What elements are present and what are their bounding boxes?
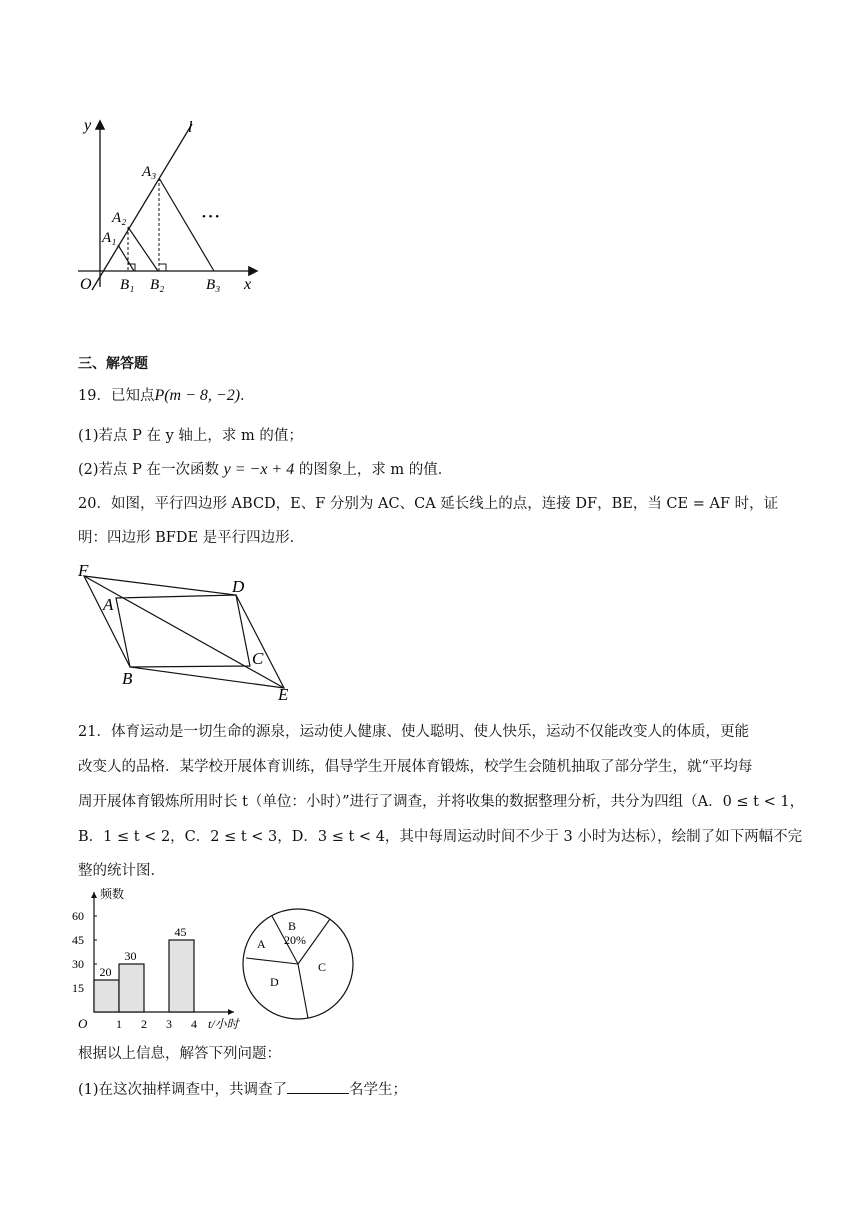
label-O: O [80,276,92,293]
bar-value-label: 30 [124,949,137,963]
bar-chart [70,880,260,1030]
q21-part1-a: (1)在这次抽样调查中，共调查了 [78,1082,288,1098]
bar-y-tick-label: 45 [72,933,84,947]
label-B3: B₃ [206,277,221,293]
pie-divider-4 [246,958,298,964]
q19-function: y = −x + 4 [223,461,295,478]
bar-value-label: 20 [99,965,112,979]
label-x: x [244,276,252,293]
q19-prefix: 19．已知点 [78,388,155,404]
label-A2: A₂ [112,210,127,226]
q21-part1-b: 名学生； [349,1082,408,1098]
label-B1: B₁ [120,277,135,293]
label-F: F [78,561,89,580]
pie-label-C: C [318,960,327,974]
pie-value-B: 20% [284,933,306,947]
bar-x-arrow [228,1009,234,1015]
pie-label-D: D [270,975,279,989]
bar-x-tick-label: 2 [141,1017,147,1030]
q20-line1: 20．如图，平行四边形 ABCD，E、F 分别为 AC、CA 延长线上的点，连接 DF，BE，当 CE = AF 时，证 [78,496,779,512]
label-A1: A₁ [102,230,117,246]
triangle-1 [118,245,134,271]
label-B2: B₂ [150,277,165,293]
q19-point: P(m − 8, −2) [154,387,241,404]
section-title: 三、解答题 [78,356,148,372]
q21-after-charts: 根据以上信息，解答下列问题： [78,1046,281,1062]
q21-part1 [78,1079,407,1100]
label-dots: • • • [202,211,220,223]
bar-x-tick-label: 3 [166,1017,172,1030]
pie-chart [238,904,358,1024]
figure-20-parallelogram [70,560,310,704]
q21-line2: 改变人的品格．某学校开展体育训练，倡导学生开展体育锻炼，校学生会随机抽取了部分学生，就“平均每 [78,759,753,775]
q21-line1: 21．体育运动是一切生命的源泉，运动使人健康、使人聪明、使人快乐，运动不仅能改变人的体质，更能 [78,724,749,740]
bar-value-label: 45 [174,925,187,939]
label-C: C [252,649,264,668]
pie-divider-3 [298,964,308,1018]
bar [94,980,119,1012]
q21-line3: 周开展体育锻炼所用时长 t（单位：小时）”进行了调查，并将收集的数据整理分析，共分为四组（A．0 ≤ t < 1， [78,794,805,810]
q19-stem [78,386,255,406]
q19-part2 [78,460,452,480]
label-A3: A₃ [142,164,157,180]
q19-part2-a: (2)若点 P 在一次函数 [78,462,220,478]
bar-origin-label: O [78,1016,88,1030]
bar [119,964,144,1012]
label-B: B [122,669,133,688]
diagonal-FE [84,576,284,688]
q21-line4: B．1 ≤ t < 2，C．2 ≤ t < 3，D．3 ≤ t < 4，其中每周运动时间不少于 3 小时为达标），绘制了如下两幅不完 [78,829,803,845]
bar-y-label: 频数 [100,887,125,901]
bar-y-tick-label: 60 [72,909,84,923]
figure-18-diagram [70,112,270,294]
pie-label-B: B [288,919,297,933]
q19-part2-b: 的图象上，求 m 的值． [298,462,453,478]
bar-y-tick-label: 15 [72,981,84,995]
bar-x-tick-label: 1 [116,1017,122,1030]
right-angle-2 [159,264,166,271]
label-l: l [188,119,193,136]
bar-x-label: t/小时 [208,1017,239,1030]
q20-line2: 明：四边形 BFDE 是平行四边形． [78,530,305,546]
bar-y-tick-label: 30 [72,957,84,971]
bar-y-arrow [91,892,97,898]
label-A: A [103,595,114,614]
pie-label-A: A [257,937,266,951]
q19-suffix: ． [240,388,255,404]
answer-blank[interactable] [287,1079,349,1094]
line-l [92,124,192,290]
label-D: D [232,577,245,596]
q21-line5: 整的统计图． [78,863,165,879]
label-y: y [84,117,92,134]
bar-x-tick-label: 4 [191,1017,197,1030]
bar [169,940,194,1012]
q19-part1: (1)若点 P 在 y 轴上，求 m 的值； [78,428,303,444]
triangle-3 [159,178,214,271]
label-E: E [278,685,289,704]
